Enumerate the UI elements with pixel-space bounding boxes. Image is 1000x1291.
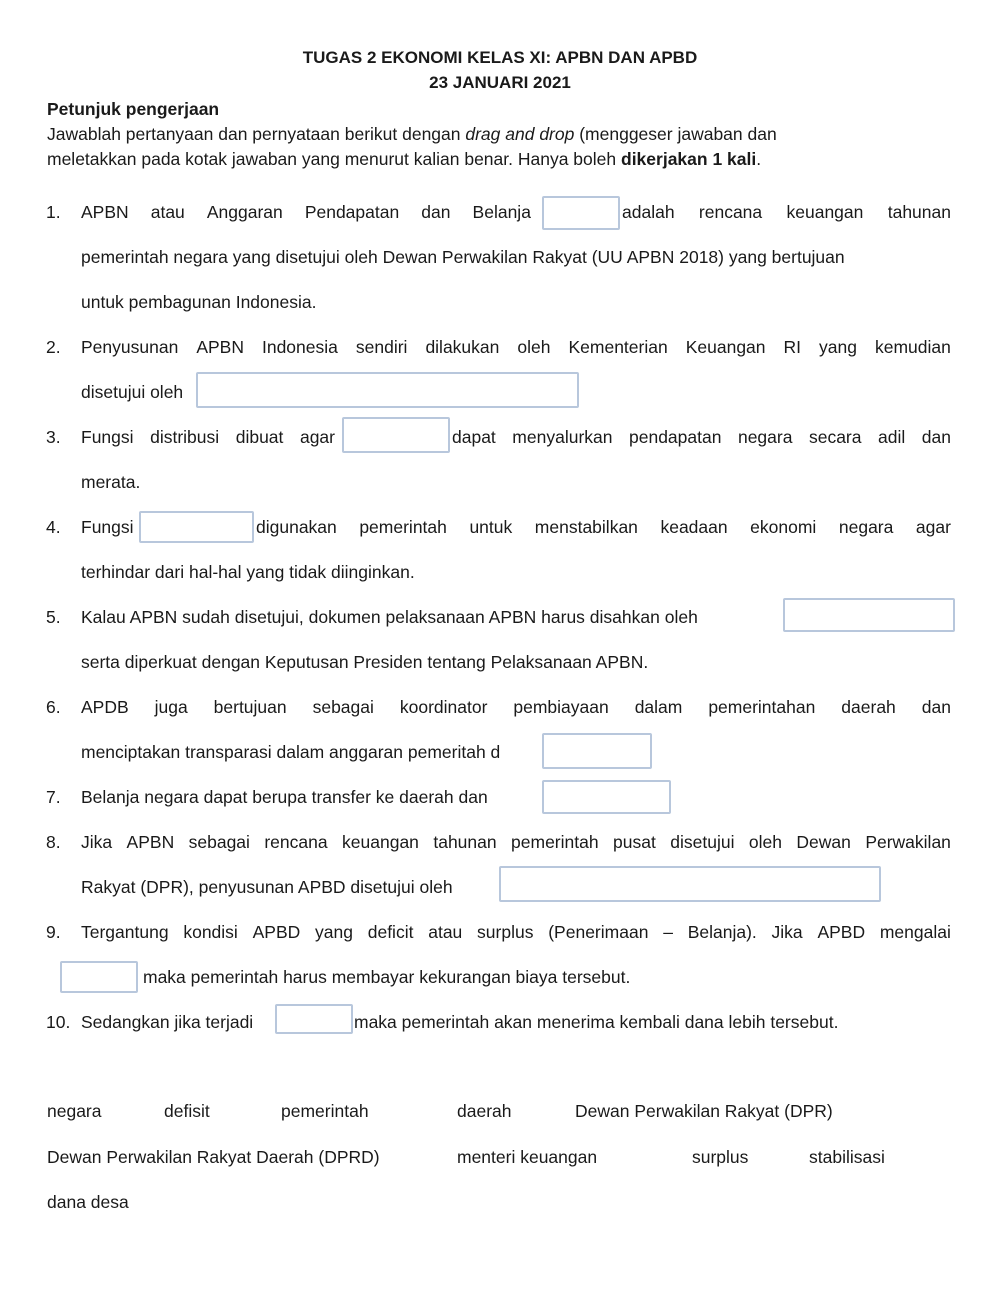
word: Indonesia — [261, 337, 338, 357]
word: deficit — [367, 922, 414, 942]
question-2-line-1 — [81, 337, 951, 358]
word: atau — [428, 922, 463, 942]
word: yang — [315, 922, 353, 942]
answer-option-dana-desa[interactable]: dana desa — [47, 1192, 129, 1212]
answer-drop-box-9[interactable] — [60, 961, 138, 993]
word: Pendapatan — [304, 202, 400, 222]
word: pemerintah — [359, 517, 447, 537]
instructions-line-1 — [47, 124, 777, 145]
word: pusat — [613, 832, 656, 852]
question-7-line-1: Belanja negara dapat berupa transfer ke daerah dan — [81, 787, 488, 807]
word: daerah — [841, 697, 896, 717]
word: Perwakilan — [865, 832, 951, 852]
question-number: 10. — [46, 1012, 71, 1032]
word: dan — [921, 427, 951, 447]
answer-option-negara[interactable]: negara — [47, 1101, 102, 1121]
answer-option-dprd[interactable]: Dewan Perwakilan Rakyat Daerah (DPRD) — [47, 1147, 380, 1167]
answer-option-dpr[interactable]: Dewan Perwakilan Rakyat (DPR) — [575, 1101, 833, 1121]
word: sebagai — [312, 697, 374, 717]
question-4-text-a: Fungsi — [81, 517, 134, 537]
word: atau — [150, 202, 185, 222]
answer-option-menteri-keuangan[interactable]: menteri keuangan — [457, 1147, 598, 1167]
question-number: 9. — [46, 922, 61, 942]
word: kondisi — [183, 922, 238, 942]
word: Jika — [771, 922, 803, 942]
question-number: 1. — [46, 202, 61, 222]
word: surplus — [477, 922, 534, 942]
word: dapat — [452, 427, 496, 447]
question-1-text-a — [81, 202, 531, 223]
word: keadaan — [660, 517, 728, 537]
word: APDB — [81, 697, 129, 717]
word: keuangan — [786, 202, 864, 222]
question-number: 5. — [46, 607, 61, 627]
question-9-line-2: maka pemerintah harus membayar kekurangan biaya tersebut. — [143, 967, 631, 987]
question-10-text-b: maka pemerintah akan menerima kembali dana lebih tersebut. — [354, 1012, 839, 1032]
answer-drop-box-10[interactable] — [275, 1004, 353, 1034]
answer-drop-box-7[interactable] — [542, 780, 671, 814]
word: pemerintahan — [708, 697, 816, 717]
word: Anggaran — [206, 202, 283, 222]
instructions-heading: Petunjuk pengerjaan — [47, 99, 220, 119]
word: pemerintah — [511, 832, 599, 852]
answer-drop-box-2[interactable] — [196, 372, 579, 408]
word: agar — [915, 517, 951, 537]
answer-drop-box-6[interactable] — [542, 733, 652, 769]
word: – — [663, 922, 673, 942]
answer-drop-box-3[interactable] — [342, 417, 450, 453]
word: keuangan — [342, 832, 419, 852]
word: (Penerimaan — [548, 922, 649, 942]
question-1-text-b — [622, 202, 951, 223]
word: tahunan — [433, 832, 497, 852]
question-4-text-b — [256, 517, 951, 538]
word: Belanja). — [687, 922, 757, 942]
question-number: 2. — [46, 337, 61, 357]
worksheet-date: 23 JANUARI 2021 — [429, 73, 571, 92]
question-3-line-2: merata. — [81, 472, 141, 492]
question-3-text-a — [81, 427, 335, 448]
instructions-text: (menggeser jawaban dan — [574, 124, 777, 144]
answer-drop-box-4[interactable] — [139, 511, 254, 543]
word: distribusi — [150, 427, 220, 447]
word: pendapatan — [629, 427, 722, 447]
answer-option-pemerintah[interactable]: pemerintah — [281, 1101, 369, 1121]
word: pembiayaan — [513, 697, 609, 717]
answer-drop-box-8[interactable] — [499, 866, 881, 902]
word: APBD — [252, 922, 301, 942]
word: ekonomi — [750, 517, 817, 537]
word: disetujui — [670, 832, 735, 852]
word: mengalai — [879, 922, 951, 942]
word: juga — [154, 697, 188, 717]
word: yang — [819, 337, 857, 357]
instructions-line-2 — [47, 149, 761, 170]
word: dibuat — [235, 427, 284, 447]
word: agar — [299, 427, 335, 447]
word: Kementerian — [568, 337, 668, 357]
word: koordinator — [399, 697, 488, 717]
word: APBN — [126, 832, 175, 852]
instructions-text: Jawablah pertanyaan dan pernyataan berikut dengan — [47, 124, 466, 144]
word: APBN — [81, 202, 129, 222]
word: secara — [808, 427, 862, 447]
word: APBN — [196, 337, 244, 357]
answer-drop-box-1[interactable] — [542, 196, 620, 230]
word: sendiri — [355, 337, 408, 357]
word: oleh — [517, 337, 551, 357]
question-10-text-a: Sedangkan jika terjadi — [81, 1012, 254, 1032]
question-number: 4. — [46, 517, 61, 537]
answer-option-stabilisasi[interactable]: stabilisasi — [809, 1147, 885, 1167]
question-number: 8. — [46, 832, 61, 852]
word: untuk — [469, 517, 513, 537]
word: adalah — [622, 202, 675, 222]
word: sebagai — [188, 832, 250, 852]
question-number: 3. — [46, 427, 61, 447]
question-5-line-1: Kalau APBN sudah disetujui, dokumen pelaksanaan APBN harus disahkan oleh — [81, 607, 698, 627]
word: menyalurkan — [512, 427, 613, 447]
worksheet-title: TUGAS 2 EKONOMI KELAS XI: APBN DAN APBD — [302, 48, 698, 67]
word: Keuangan — [685, 337, 766, 357]
word: rencana — [698, 202, 763, 222]
word: menstabilkan — [534, 517, 638, 537]
word: Dewan — [796, 832, 851, 852]
word: Jika — [81, 832, 113, 852]
instructions-text: . — [756, 149, 762, 169]
question-2-line-2: disetujui oleh — [81, 382, 184, 402]
question-number: 7. — [46, 787, 61, 807]
question-9-line-1 — [81, 922, 951, 943]
word: bertujuan — [213, 697, 287, 717]
word: dalam — [634, 697, 683, 717]
word: APBD — [817, 922, 866, 942]
answer-option-daerah[interactable]: daerah — [457, 1101, 512, 1121]
question-8-line-1 — [81, 832, 951, 853]
question-6-line-1 — [81, 697, 951, 718]
word: rencana — [264, 832, 328, 852]
instructions-bold: dikerjakan 1 kali — [621, 149, 757, 169]
answer-drop-box-5[interactable] — [783, 598, 955, 632]
word: dan — [921, 697, 951, 717]
word: digunakan — [256, 517, 337, 537]
answer-option-surplus[interactable]: surplus — [692, 1147, 749, 1167]
word: Belanja — [472, 202, 531, 222]
word: Fungsi — [81, 427, 134, 447]
question-8-line-2: Rakyat (DPR), penyusunan APBD disetujui oleh — [81, 877, 453, 897]
word: negara — [838, 517, 894, 537]
word: Tergantung — [81, 922, 169, 942]
question-1-line-2: pemerintah negara yang disetujui oleh Dewan Perwakilan Rakyat (UU APBN 2018) yang bertujuan — [81, 247, 845, 267]
instructions-text: meletakkan pada kotak jawaban yang menurut kalian benar. Hanya boleh — [47, 149, 621, 169]
question-1-line-3: untuk pembagunan Indonesia. — [81, 292, 317, 312]
question-6-line-2: menciptakan transparasi dalam anggaran pemeritah d — [81, 742, 501, 762]
question-5-line-2: serta diperkuat dengan Keputusan Presiden tentang Pelaksanaan APBN. — [81, 652, 649, 672]
word: adil — [878, 427, 906, 447]
word: negara — [737, 427, 793, 447]
word: tahunan — [887, 202, 951, 222]
question-number: 6. — [46, 697, 61, 717]
question-4-line-2: terhindar dari hal-hal yang tidak diinginkan. — [81, 562, 415, 582]
answer-option-defisit[interactable]: defisit — [164, 1101, 210, 1121]
word: RI — [783, 337, 802, 357]
question-3-text-b — [452, 427, 951, 448]
word: Penyusunan — [81, 337, 179, 357]
word: dan — [421, 202, 451, 222]
word: kemudian — [874, 337, 951, 357]
instructions-emphasis: drag and drop — [465, 124, 575, 144]
word: dilakukan — [425, 337, 500, 357]
word: oleh — [748, 832, 782, 852]
